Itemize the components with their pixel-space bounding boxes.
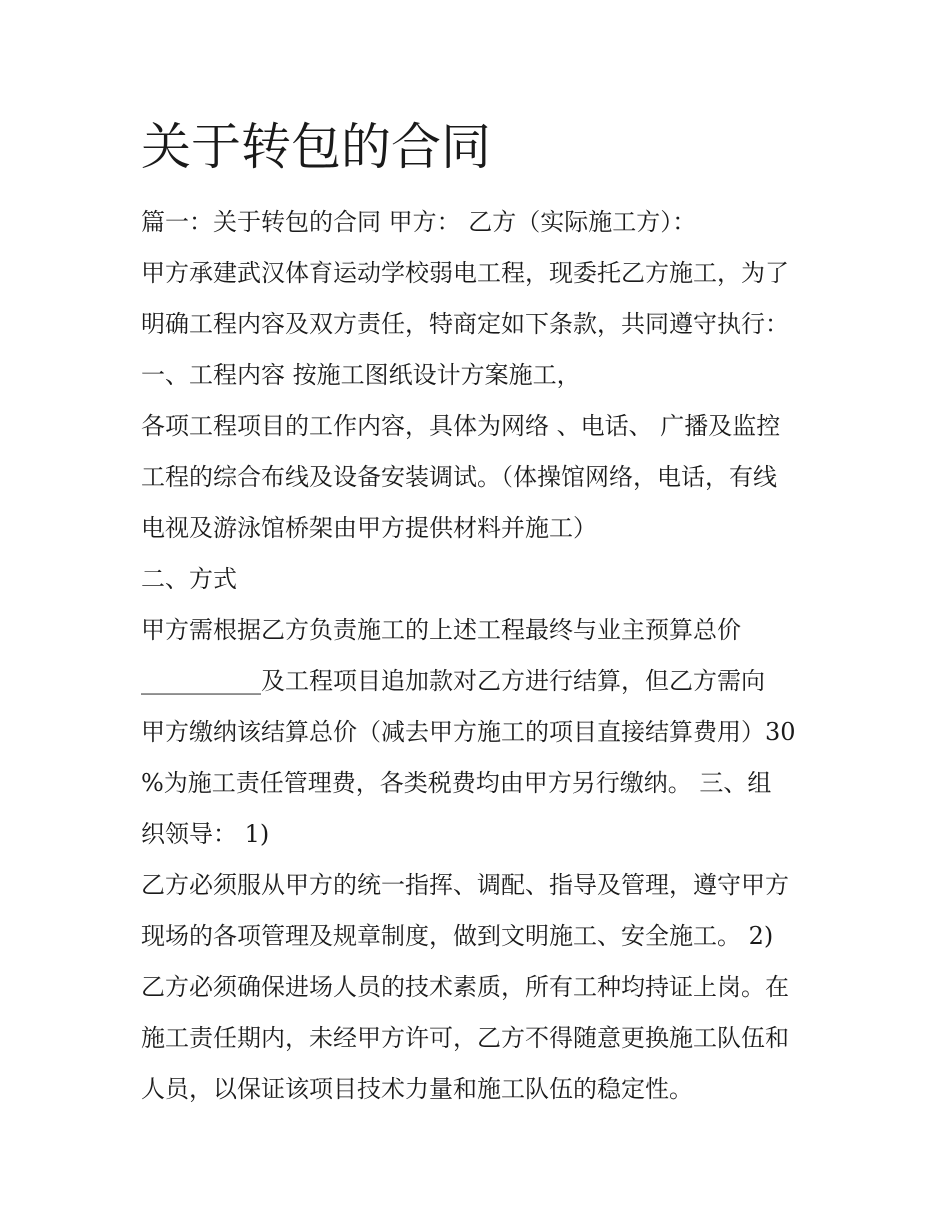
text-line: 乙方必须确保进场人员的技术素质，所有工种均持证上岗。在 (141, 973, 789, 1001)
text-line: 甲方承建武汉体育运动学校弱电工程，现委托乙方施工，为了 (141, 259, 789, 287)
text-line: 甲方需根据乙方负责施工的上述工程最终与业主预算总价 (141, 616, 741, 644)
text-line: 甲方缴纳该结算总价（减去甲方施工的项目直接结算费用）30 (141, 718, 796, 746)
text-line: 明确工程内容及双方责任，特商定如下条款，共同遵守执行： (141, 310, 789, 338)
text-line: 一、工程内容 按施工图纸设计方案施工， (141, 361, 581, 389)
section-heading: 二、方式 (141, 565, 237, 593)
text-line: __________及工程项目追加款对乙方进行结算，但乙方需向 (141, 667, 765, 695)
text-line: 织领导： 1) (141, 820, 270, 848)
text-line: 现场的各项管理及规章制度，做到文明施工、安全施工。 2) (141, 922, 774, 950)
text-line: 各项工程项目的工作内容，具体为网络 、电话、 广播及监控 (141, 412, 781, 440)
text-line: 电视及游泳馆桥架由甲方提供材料并施工） (141, 514, 597, 542)
text-line: %为施工责任管理费，各类税费均由甲方另行缴纳。 三、组 (141, 769, 772, 797)
text-line: 人员，以保证该项目技术力量和施工队伍的稳定性。 (141, 1075, 693, 1103)
text-line: 篇一：关于转包的合同 甲方： 乙方（实际施工方）： (141, 208, 697, 236)
document-title: 关于转包的合同 (141, 118, 491, 176)
text-line: 施工责任期内，未经甲方许可，乙方不得随意更换施工队伍和 (141, 1024, 789, 1052)
text-line: 工程的综合布线及设备安装调试。（体操馆网络，电话，有线 (141, 463, 777, 491)
text-line: 乙方必须服从甲方的统一指挥、调配、指导及管理，遵守甲方 (141, 871, 789, 899)
